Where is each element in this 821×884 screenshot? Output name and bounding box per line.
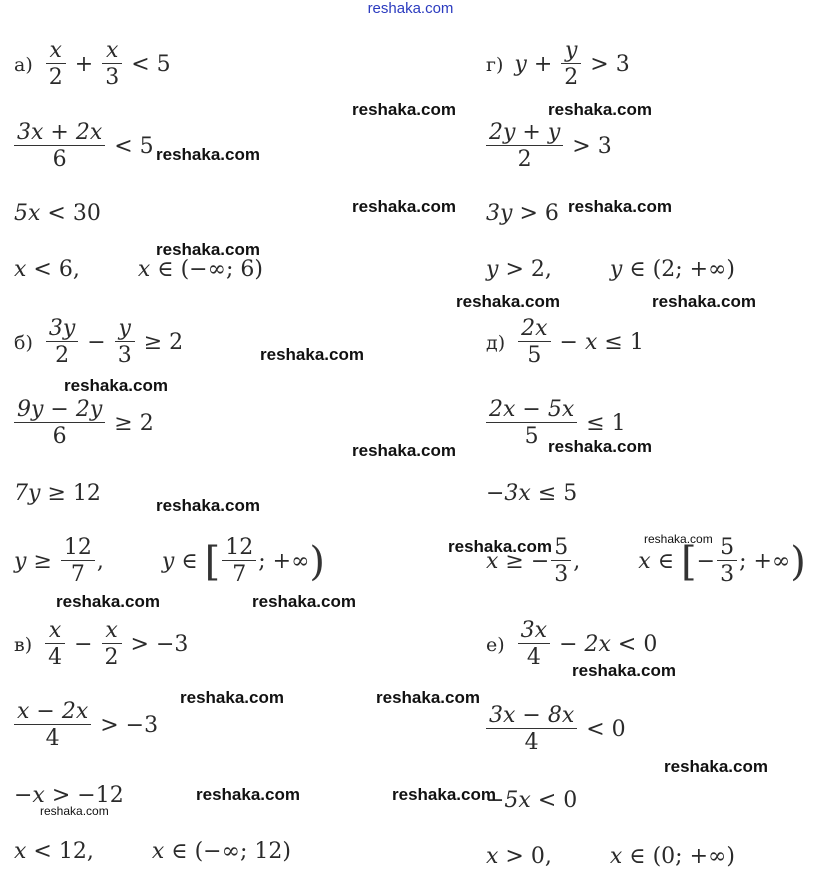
watermark: reshaka.com [548, 100, 652, 119]
watermark: reshaka.com [352, 441, 456, 460]
label-g: г) [486, 53, 504, 76]
fraction: $\frac{x}{3}$ [102, 38, 122, 92]
problem-e-step-2: −5x < 0 [486, 788, 578, 813]
problem-d-answer: x ≥ − $\frac{5}{3}$ , x ∈ [− $\frac{5}{3}$ ; +∞) [486, 535, 806, 588]
problem-g-statement: г) y + $\frac{y}{2}$ > 3 [486, 38, 630, 91]
watermark: reshaka.com [260, 345, 364, 364]
header-watermark-link[interactable]: reshaka.com [367, 0, 454, 17]
problem-b-step-1: $\frac{9y - 2y}{6}$ ≥ 2 [14, 397, 154, 451]
watermark: reshaka.com [40, 804, 109, 818]
watermark: reshaka.com [196, 785, 300, 804]
label-d: д) [486, 331, 506, 354]
problem-v-answer: x < 12, x ∈ (−∞; 12) [14, 839, 291, 864]
problem-a-step-1: $\frac{3x + 2x}{6}$ < 5 [14, 120, 154, 174]
label-e: е) [486, 633, 505, 656]
problem-e-step-1: $\frac{3x - 8x}{4}$ < 0 [486, 703, 626, 757]
problem-v-step-1: $\frac{x - 2x}{4}$ > −3 [14, 699, 158, 753]
watermark: reshaka.com [548, 437, 652, 456]
watermark: reshaka.com [156, 240, 260, 259]
problem-d-step-1: $\frac{2x - 5x}{5}$ ≤ 1 [486, 397, 626, 451]
problem-d-step-2: −3x ≤ 5 [486, 481, 578, 506]
problem-b-answer: y ≥ $\frac{12}{7}$ , y ∈ [ $\frac{12}{7}$ ; +∞) [14, 535, 326, 588]
watermark: reshaka.com [56, 592, 160, 611]
watermark: reshaka.com [572, 661, 676, 680]
problem-g-step-1: $\frac{2y + y}{2}$ > 3 [486, 120, 612, 174]
problem-v-step-2: −x > −12 [14, 783, 124, 808]
watermark: reshaka.com [568, 197, 672, 216]
label-b: б) [14, 331, 33, 354]
watermark: reshaka.com [456, 292, 560, 311]
problem-a-step-2: 5x < 30 [14, 201, 101, 226]
problem-a-statement: а) $\frac{x}{2}$ + $\frac{x}{3}$ < 5 [14, 38, 171, 91]
problem-e-statement: е) $\frac{3x}{4}$ − 2x < 0 [486, 618, 658, 671]
problem-a-answer: x < 6, x ∈ (−∞; 6) [14, 257, 263, 282]
watermark: reshaka.com [664, 757, 768, 776]
watermark: reshaka.com [156, 496, 260, 515]
problem-b-statement: б) $\frac{3y}{2}$ − $\frac{y}{3}$ ≥ 2 [14, 316, 184, 369]
watermark: reshaka.com [156, 145, 260, 164]
label-a: а) [14, 53, 33, 76]
watermark: reshaka.com [180, 688, 284, 707]
watermark: reshaka.com [352, 197, 456, 216]
watermark: reshaka.com [352, 100, 456, 119]
watermark: reshaka.com [644, 532, 713, 546]
watermark: reshaka.com [652, 292, 756, 311]
fraction: $\frac{x}{2}$ [46, 38, 66, 92]
label-v: в) [14, 633, 33, 656]
watermark: reshaka.com [448, 537, 552, 556]
problem-v-statement: в) $\frac{x}{4}$ − $\frac{x}{2}$ > −3 [14, 618, 189, 671]
problem-b-step-2: 7y ≥ 12 [14, 481, 101, 506]
watermark: reshaka.com [64, 376, 168, 395]
problem-g-step-2: 3y > 6 [486, 201, 559, 226]
watermark: reshaka.com [252, 592, 356, 611]
problem-d-statement: д) $\frac{2x}{5}$ − x ≤ 1 [486, 316, 644, 369]
watermark: reshaka.com [376, 688, 480, 707]
watermark: reshaka.com [392, 785, 496, 804]
problem-e-answer: x > 0, x ∈ (0; +∞) [486, 844, 735, 869]
problem-g-answer: y > 2, y ∈ (2; +∞) [486, 257, 735, 282]
